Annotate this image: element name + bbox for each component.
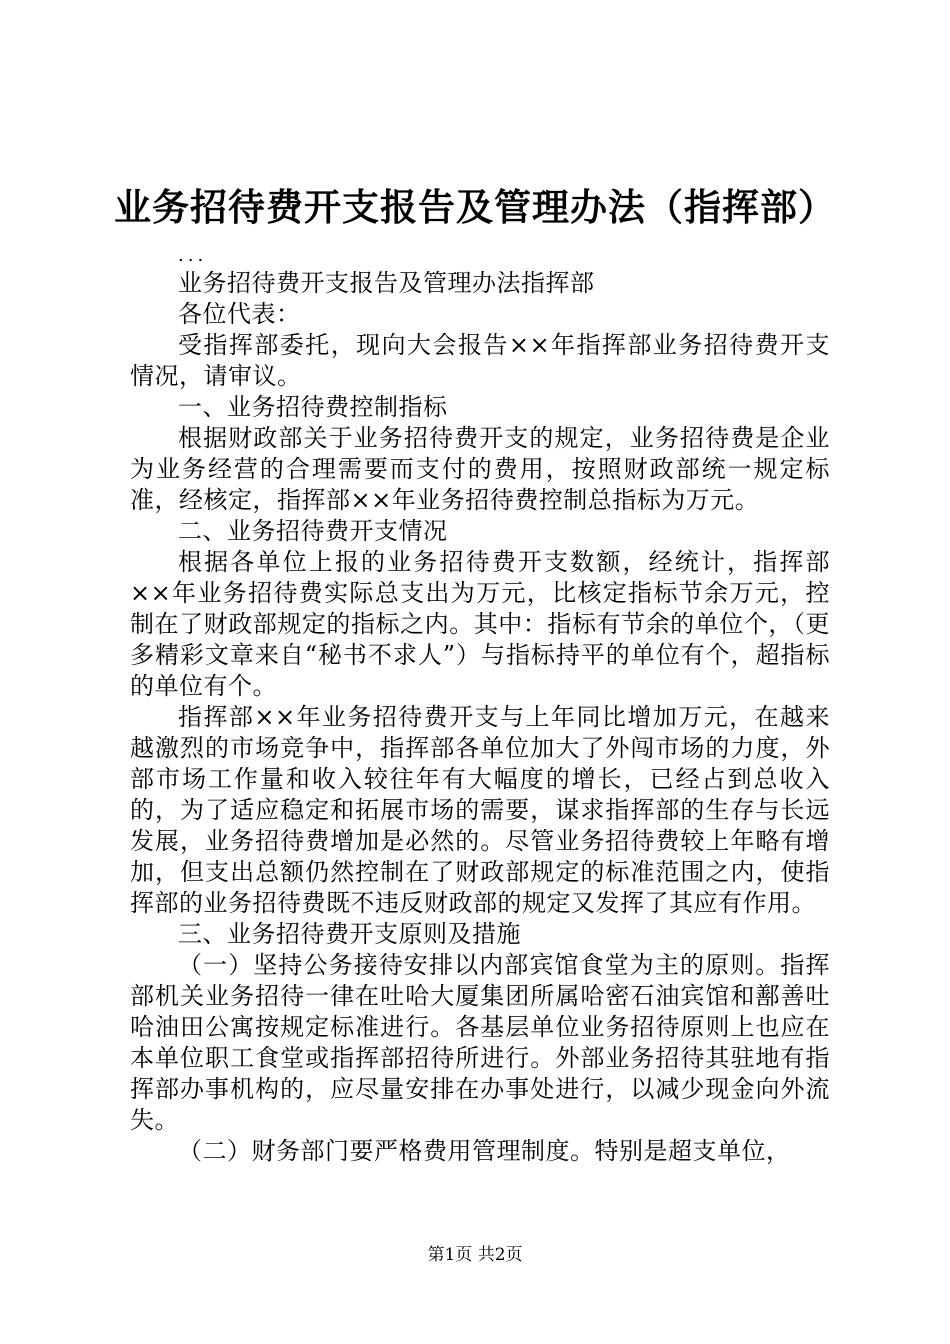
- section-heading-2: 二、业务招待费开支情况: [178, 517, 448, 545]
- paragraph-expense-status: 根据各单位上报的业务招待费开支数额，经统计，指挥部××年业务招待费实际总支出为万元，比核定指标节余万元，控制在了财政部规定的指标之内。其中：指标有节余的单位个，（更多精彩文章来自“秘书不求人”）与指标持平的单位有个，超指标的单位有个。: [130, 548, 830, 700]
- section-heading-3: 三、业务招待费开支原则及措施: [178, 920, 521, 948]
- paragraph-principle-2: （二）财务部门要严格费用管理制度。特别是超支单位，: [178, 1137, 791, 1165]
- paragraph-control-index: 根据财政部关于业务招待费开支的规定，业务招待费是企业为业务经营的合理需要而支付的费用，按照财政部统一规定标准，经核定，指挥部××年业务招待费控制总指标为万元。: [130, 424, 830, 514]
- paragraph-expense-growth: 指挥部××年业务招待费开支与上年同比增加万元，在越来越激烈的市场竞争中，指挥部各单位加大了外闯市场的力度，外部市场工作量和收入较往年有大幅度的增长，已经占到总收入的，为了适应稳定和拓展市场的需要，谋求指挥部的生存与长远发展，业务招待费增加是必然的。尽管业务招待费较上年略有增加，但支出总额仍然控制在了财政部规定的标准范围之内，使指挥部的业务招待费既不违反财政部的规定又发挥了其应有作用。: [130, 703, 830, 917]
- document-title: 业务招待费开支报告及管理办法（指挥部）: [114, 185, 836, 229]
- intro-paragraph: 受指挥部委托，现向大会报告××年指挥部业务招待费开支情况，请审议。: [130, 331, 830, 390]
- paragraph-principle-1: （一）坚持公务接待安排以内部宾馆食堂为主的原则。指挥部机关业务招待一律在吐哈大厦集团所属哈密石油宾馆和鄯善吐哈油田公寓按规定标准进行。各基层单位业务招待原则上也应在本单位职工食堂或指挥部招待所进行。外部业务招待其驻地有指挥部办事机构的，应尽量安排在办事处进行，以减少现金向外流失。: [130, 951, 830, 1134]
- document-body: [130, 268, 830, 1167]
- section-heading-1: 一、业务招待费控制指标: [178, 393, 448, 421]
- doc-subtitle: 业务招待费开支报告及管理办法指挥部: [178, 269, 595, 297]
- page-footer: 第1页 共2页: [427, 1245, 523, 1265]
- salutation: 各位代表：: [178, 300, 301, 328]
- ellipsis-marker: ...: [178, 245, 208, 266]
